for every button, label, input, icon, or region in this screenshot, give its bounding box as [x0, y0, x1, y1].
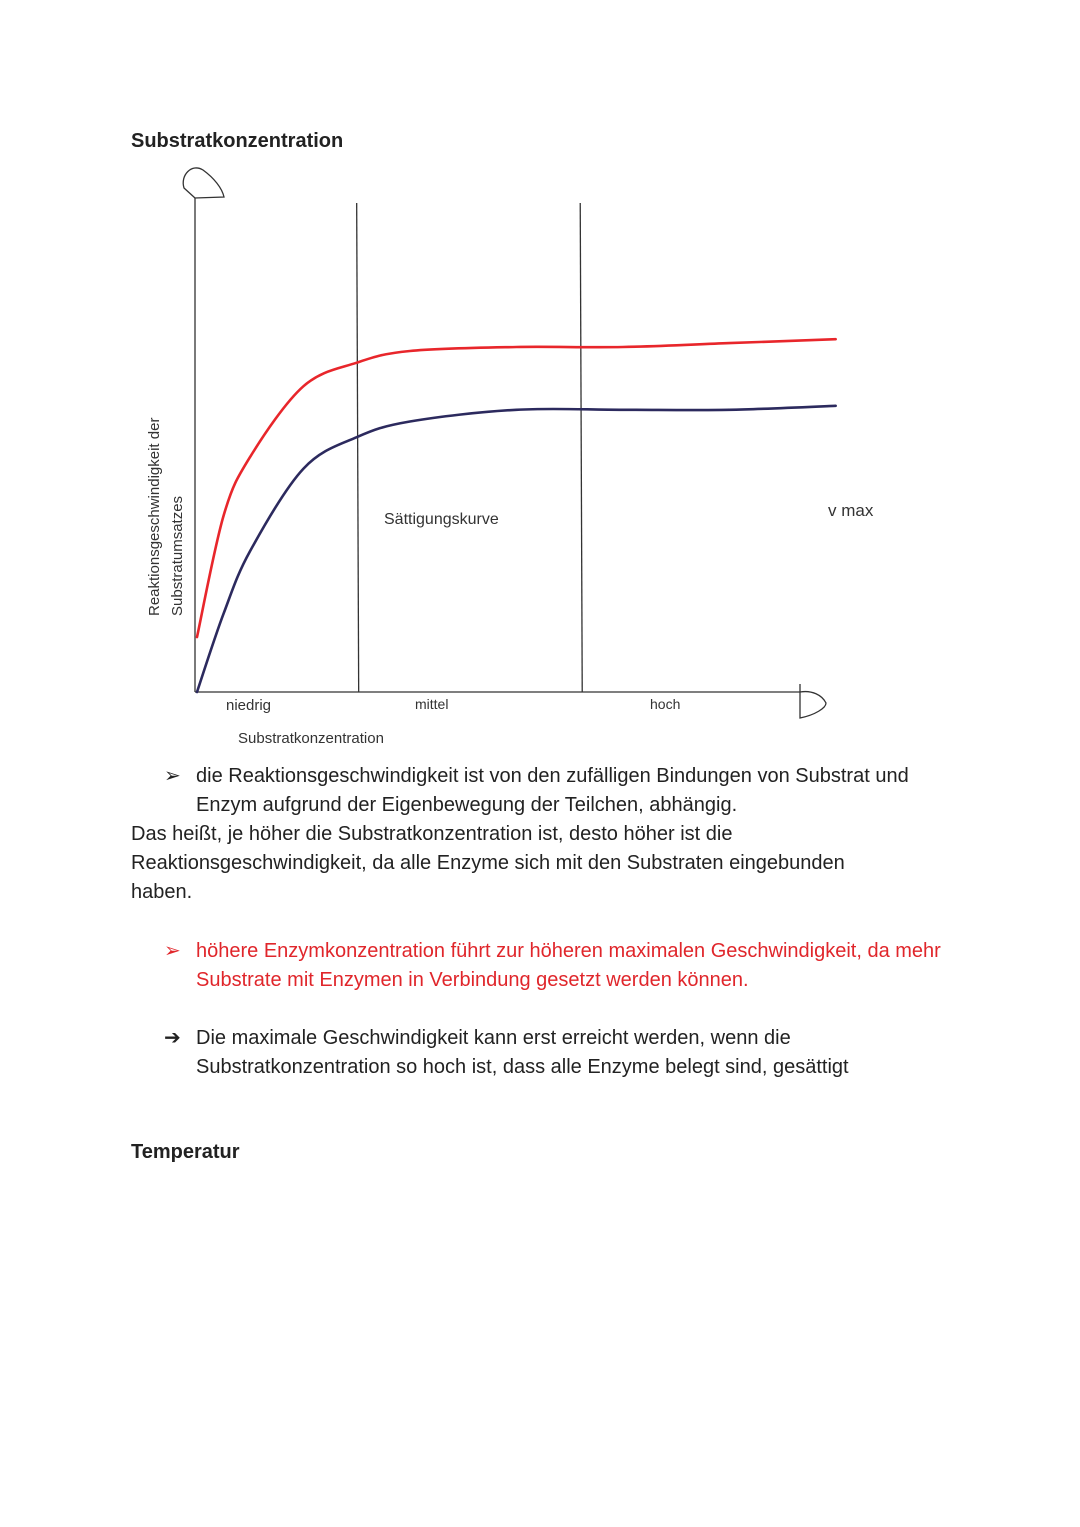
y-axis-label-line2: Substratumsatzes [169, 495, 186, 616]
triangle-bullet-icon: ➢ [164, 940, 181, 962]
paragraph-line2: Reaktionsgeschwindigkeit, da alle Enzyme sich mit den Substraten eingebunden [131, 852, 845, 874]
vmax-label: v max [828, 501, 874, 520]
curve-label: Sättigungskurve [384, 511, 499, 528]
y-axis-arrow-icon [183, 168, 224, 198]
bullet-text: die Reaktionsgeschwindigkeit ist von den zufälligen Bindungen von Substrat und Enzym aufgrund der Eigenbewegung der Teilchen, abhängig. [196, 765, 909, 816]
guide-lines [357, 203, 583, 692]
guide-line-2 [580, 203, 582, 692]
x-tick-hoch: hoch [650, 696, 681, 712]
x-tick-mittel: mittel [415, 696, 449, 712]
y-axis-label-line1: Reaktionsgeschwindigkeit der [146, 417, 163, 616]
bullet-text: Die maximale Geschwindigkeit kann erst erreicht werden, wenn die Substratkonzentration so hoch ist, dass alle Enzyme belegt sind, gesättigt [196, 1027, 849, 1078]
curves [197, 339, 836, 692]
triangle-bullet-icon: ➢ [164, 765, 181, 787]
x-axis-arrow-icon [800, 684, 826, 718]
x-axis-label: Substratkonzentration [238, 730, 384, 747]
bullet-text: höhere Enzymkonzentration führt zur höheren maximalen Geschwindigkeit, da mehr Substrate mit Enzymen in Verbindung gesetzt werden können. [196, 940, 941, 991]
paragraph-line3: haben. [131, 881, 193, 903]
paragraph-line1: Das heißt, je höher die Substratkonzentration ist, desto höher ist die [131, 823, 733, 845]
saturation-chart [0, 0, 1080, 760]
blue-series-line [197, 406, 836, 692]
red-series-line [197, 339, 836, 637]
guide-line-1 [357, 203, 359, 692]
section-heading-temperature: Temperatur [131, 1141, 240, 1163]
arrow-right-icon: ➔ [164, 1027, 181, 1049]
x-tick-niedrig: niedrig [226, 697, 272, 714]
section-heading-substrate: Substratkonzentration [131, 130, 344, 152]
